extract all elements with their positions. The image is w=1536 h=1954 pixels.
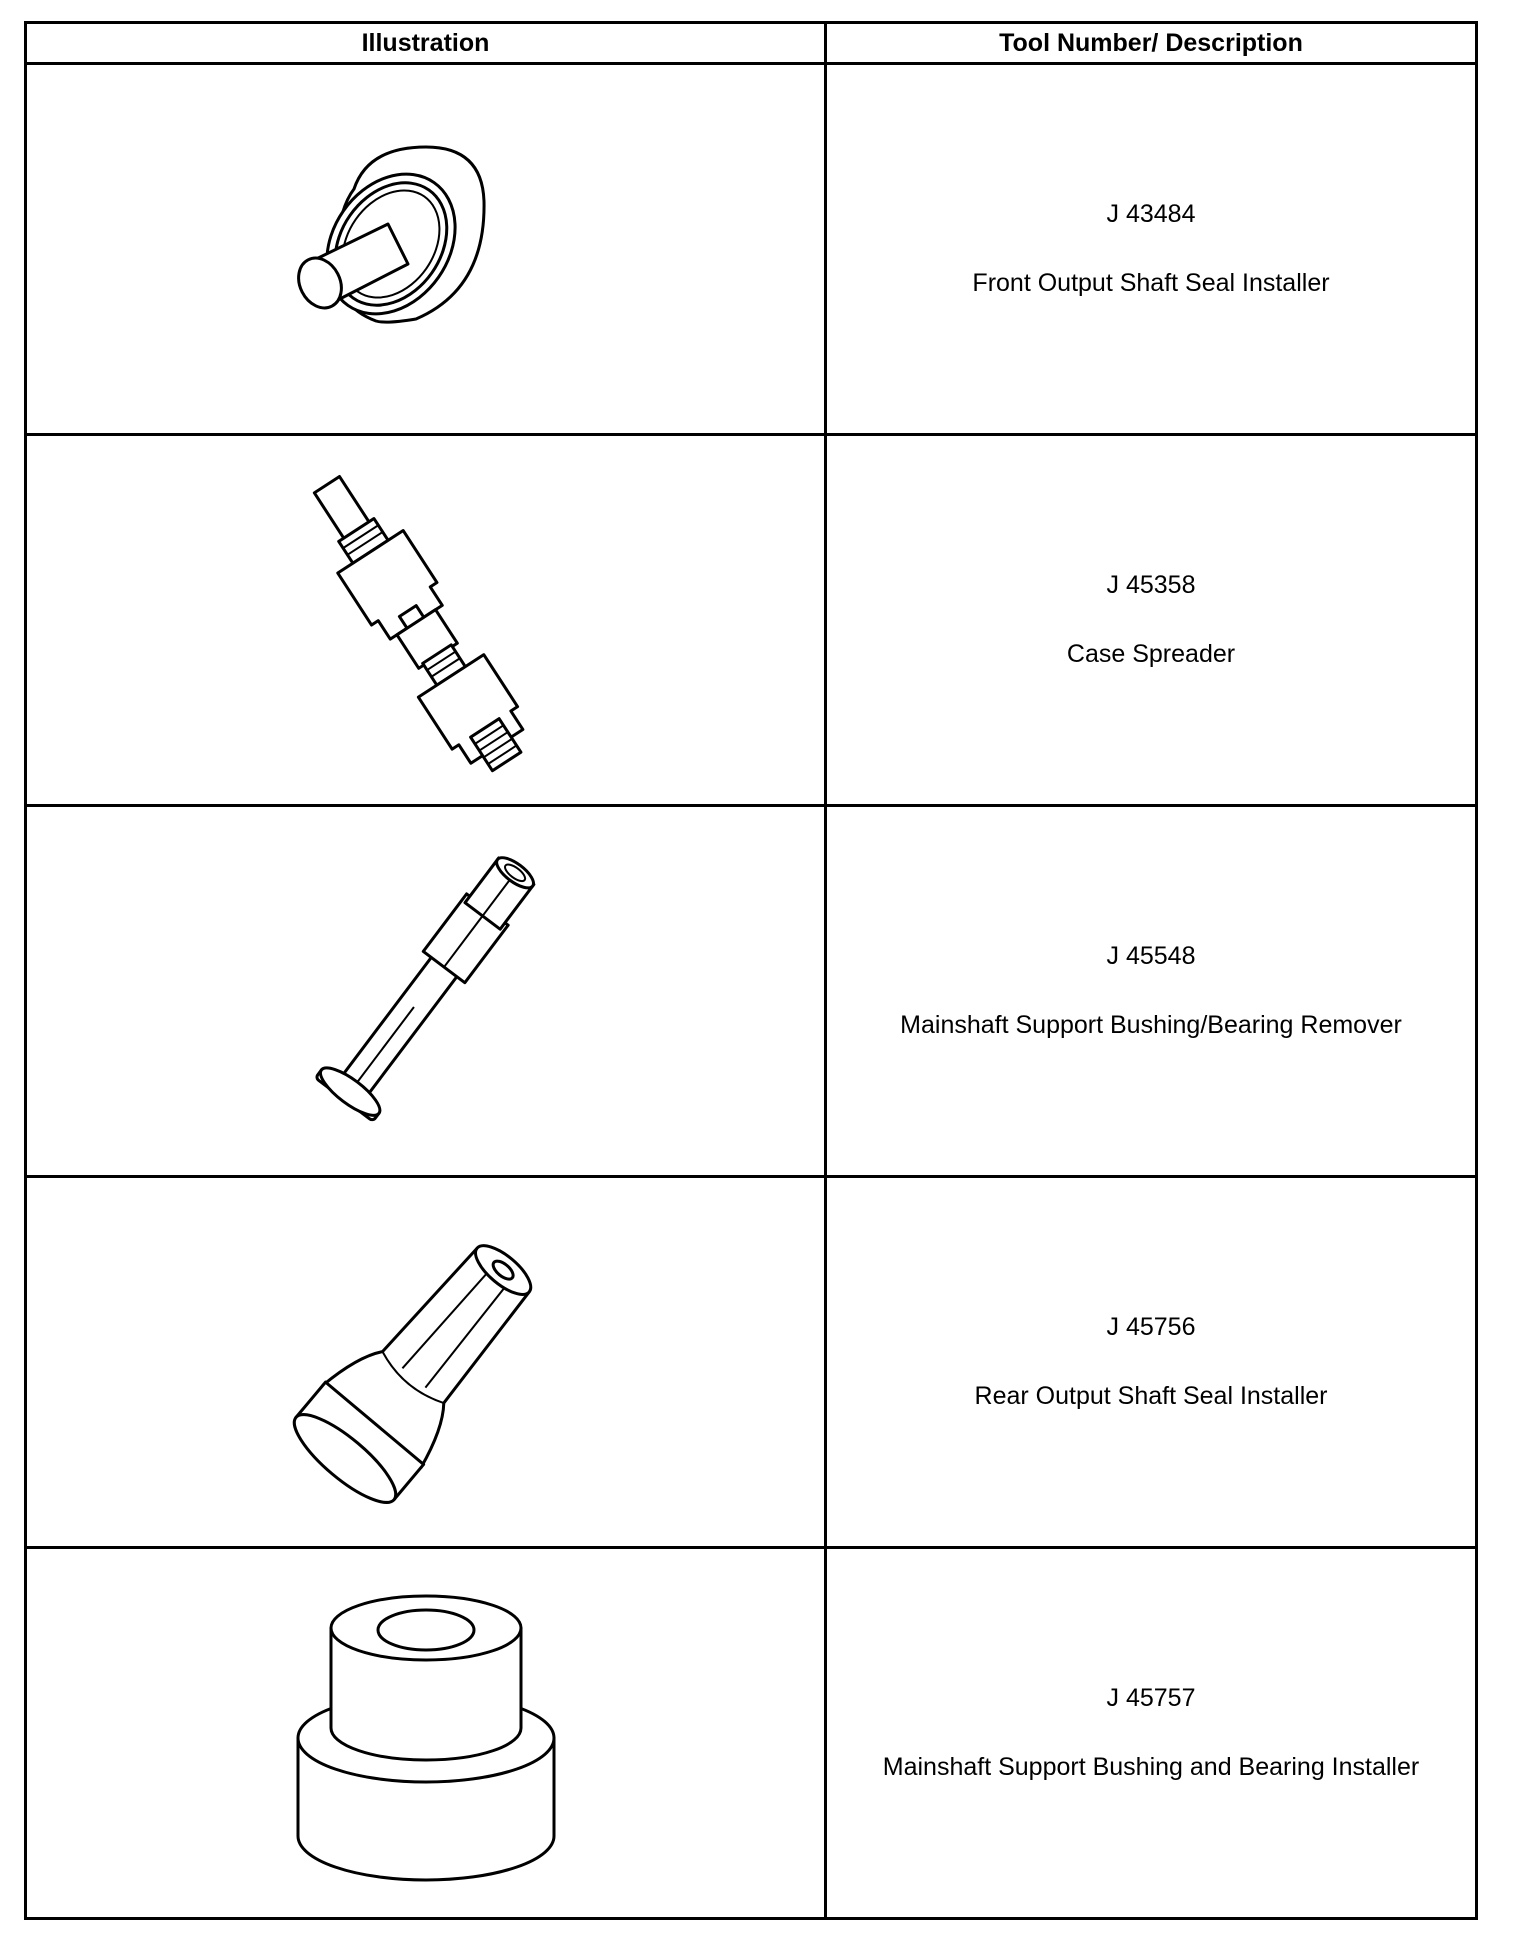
illustration-cell <box>26 64 826 435</box>
bushing-installer-icon <box>286 1578 566 1888</box>
tool-column-header: Tool Number/ Description <box>826 23 1477 64</box>
tool-info-cell <box>826 1548 1477 1919</box>
tool-number: J 45757 <box>1106 1684 1196 1712</box>
tool-info-cell <box>826 806 1477 1177</box>
table-row <box>26 435 1477 806</box>
tool-description: Mainshaft Support Bushing/Bearing Remover <box>900 1011 1402 1039</box>
table-row <box>26 64 1477 435</box>
illustration-column-header: Illustration <box>26 23 826 64</box>
tool-info-cell <box>826 435 1477 806</box>
table-header-row <box>26 23 1477 64</box>
seal-installer-icon <box>296 129 556 369</box>
tool-number: J 45358 <box>1106 571 1196 599</box>
tool-number: J 45548 <box>1106 942 1196 970</box>
tool-number: J 45756 <box>1106 1313 1196 1341</box>
illustration-cell <box>26 806 826 1177</box>
tool-description: Rear Output Shaft Seal Installer <box>974 1382 1328 1410</box>
bushing-remover-icon <box>286 831 566 1151</box>
illustration-cell <box>26 435 826 806</box>
table-row <box>26 806 1477 1177</box>
case-spreader-icon <box>276 450 576 790</box>
tool-info-cell <box>826 1177 1477 1548</box>
tool-description: Case Spreader <box>1066 640 1236 668</box>
tool-info-cell <box>826 64 1477 435</box>
table-row <box>26 1177 1477 1548</box>
illustration-cell <box>26 1177 826 1548</box>
tool-description: Mainshaft Support Bushing and Bearing Installer <box>882 1753 1420 1781</box>
special-tools-table <box>24 21 1478 1920</box>
table-row <box>26 1548 1477 1919</box>
tool-number: J 43484 <box>1106 200 1196 228</box>
rear-seal-installer-icon <box>286 1202 566 1522</box>
illustration-cell <box>26 1548 826 1919</box>
tool-description: Front Output Shaft Seal Installer <box>972 269 1330 297</box>
